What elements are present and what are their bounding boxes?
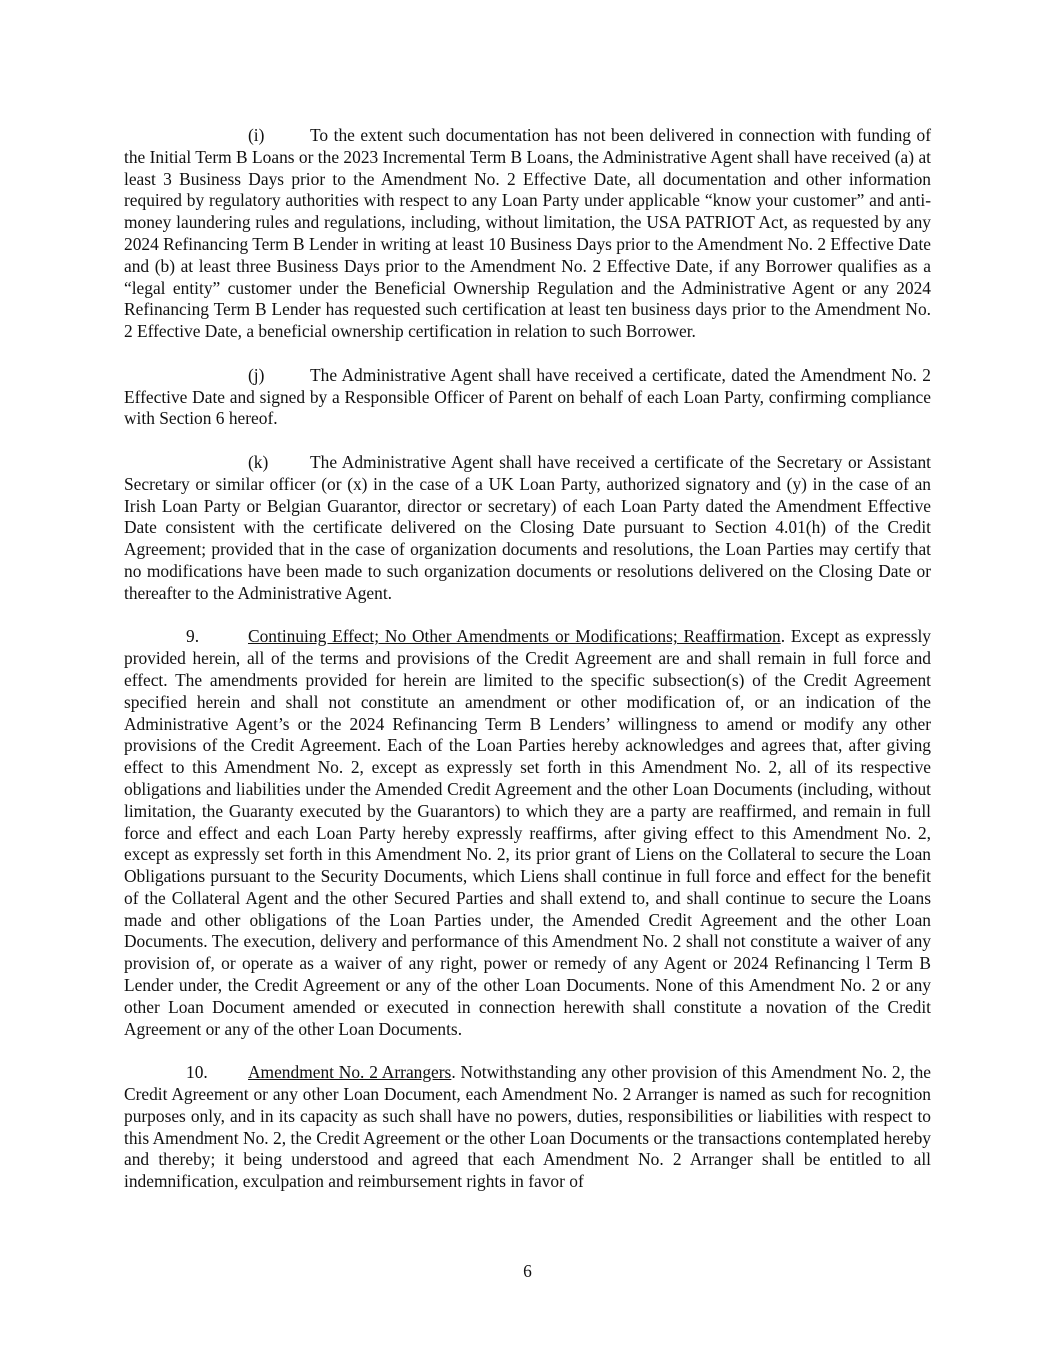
paragraph-j-marker: (j) <box>248 364 265 385</box>
paragraph-j-text: The Administrative Agent shall have received a certificate, dated the Amendment No. 2 Effective Date and signed by a Responsible Officer of Parent on behalf of each Loan Party, confirming compliance with Section 6 hereof. <box>124 364 931 429</box>
paragraph-j <box>124 365 931 430</box>
paragraph-k <box>124 452 931 605</box>
document-body <box>124 125 931 1215</box>
section-9 <box>124 626 931 1040</box>
paragraph-i-marker: (i) <box>248 125 265 145</box>
section-10-text: . Notwithstanding any other provision of this Amendment No. 2, the Credit Agreement or any other Loan Document, each Amendment No. 2 Arranger is named as such for recognition purposes only, and in its capacity as such shall have no powers, duties, responsibilities or liabilities with respect to this Amendment No. 2, the Credit Agreement or the other Loan Documents or the transactions contemplated hereby and thereby; it being understood and agreed that each Amendment No. 2 Arranger shall be entitled to all indemnification, exculpation and reimbursement rights in favor of <box>124 1062 931 1192</box>
section-9-heading: Continuing Effect; No Other Amendments or Modifications; Reaffirmation <box>248 626 781 647</box>
paragraph-i <box>124 125 931 343</box>
paragraph-k-text: The Administrative Agent shall have received a certificate of the Secretary or Assistant Secretary or similar officer (or (x) in the case of a UK Loan Party, authorized signatory and (y) in the case of an Irish Loan Party or Belgian Guarantor, director or secretary) of each Loan Party dated the Amendment Effective Date consistent with the certificate delivered on the Closing Date pursuant to Section 4.01(h) of the Credit Agreement; provided that in the case of organization documents and resolutions, the Loan Parties may certify that no modifications have been made to such organization documents or resolutions delivered on the Closing Date or thereafter to the Administrative Agent. <box>124 451 931 603</box>
section-10-number: 10. <box>186 1062 208 1083</box>
paragraph-k-marker: (k) <box>248 451 269 472</box>
section-10 <box>124 1062 931 1193</box>
page-number: 6 <box>523 1261 532 1281</box>
section-9-number: 9. <box>186 626 200 647</box>
paragraph-i-text: To the extent such documentation has not been delivered in connection with funding of the Initial Term B Loans or the 2023 Incremental Term B Loans, the Administrative Agent shall have received (a) at least 3 Business Days prior to the Amendment No. 2 Effective Date, all documentation and other information required by regulatory authorities with respect to any Loan Party under applicable “know your customer” and anti-money laundering rules and regulations, including, without limitation, the USA PATRIOT Act, as requested by any 2024 Refinancing Term B Lender in writing at least 10 Business Days prior to the Amendment No. 2 Effective Date and (b) at least three Business Days prior to the Amendment No. 2 Effective Date, if any Borrower qualifies as a “legal entity” customer under the Beneficial Ownership Regulation and the Administrative Agent or any 2024 Refinancing Term B Lender has requested such certification at least ten business days prior to the Amendment No. 2 Effective Date, a beneficial ownership certification in relation to such Borrower. <box>124 125 931 342</box>
section-10-heading: Amendment No. 2 Arrangers <box>248 1062 452 1083</box>
section-9-text: . Except as expressly provided herein, all of the terms and provisions of the Credit Agreement are and shall remain in full force and effect. The amendments provided for herein are limited to the specific subsection(s) of the Credit Agreement specified herein and shall not constitute an amendment or other modification of, or an indication of the Administrative Agent’s or the 2024 Refinancing Term B Lenders’ willingness to amend or modify any other provisions of the Credit Agreement. Each of the Loan Parties hereby acknowledges and agrees that, after giving effect to this Amendment No. 2, except as expressly set forth in this Amendment No. 2, all of its respective obligations and liabilities under the Amended Credit Agreement and the other Loan Documents (including, without limitation, the Guaranty executed by the Guarantors) to which they are a party are reaffirmed, and remain in full force and effect and each Loan Party hereby expressly reaffirms, after giving effect to this Amendment No. 2, except as expressly set forth in this Amendment No. 2, its prior grant of Liens on the Collateral to secure the Loan Obligations pursuant to the Security Documents, which Liens shall continue in full force and effect for the benefit of the Collateral Agent and the other Secured Parties and shall extend to, and shall continue to secure the Loans made and other obligations of the Loan Parties under, the Amended Credit Agreement and the other Loan Documents. The execution, delivery and performance of this Amendment No. 2 shall not constitute a waiver of any provision of, or operate as a waiver of any right, power or remedy of any Agent or 2024 Refinancing l Term B Lender under, the Credit Agreement or any of the other Loan Documents. None of this Amendment No. 2 or any other Loan Document amended or executed in connection herewith shall constitute a novation of the Credit Agreement or any of the other Loan Documents. <box>124 626 932 1039</box>
